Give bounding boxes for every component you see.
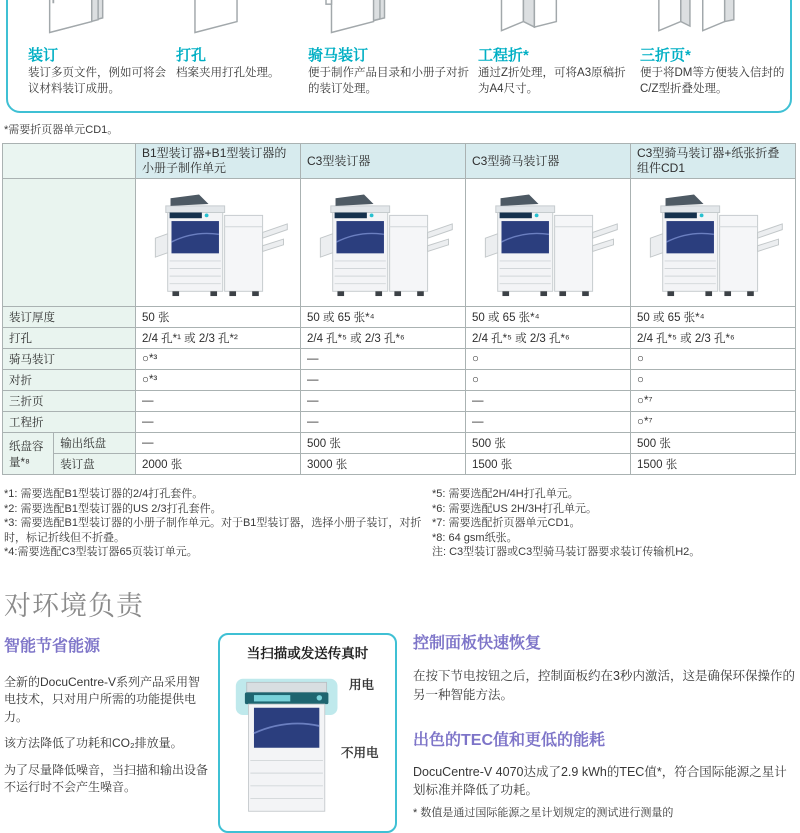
column-header: C3型装订器 [301, 144, 466, 179]
table-row-tray-output: 纸盘容量*⁸ 输出纸盘 — 500 张 500 张 500 张 [3, 433, 796, 454]
column-header: C3型骑马装订器 [466, 144, 631, 179]
finisher-comparison-table [2, 143, 796, 475]
header-empty-cell [3, 144, 136, 179]
row-label: 装订厚度 [3, 307, 136, 328]
column-header: C3型骑马装订器+纸张折叠组件CD1 [631, 144, 796, 179]
paragraph: 在按下节电按钮之后，控制面板约在3秒内激活，这是确保环保操作的另一种智能方法。 [413, 669, 795, 702]
paragraph: 为了尽量降低噪音，当扫描和输出设备不运行时不会产生噪音。 [4, 762, 209, 794]
printer-image-cell [631, 179, 796, 307]
footnote: *1: 需要选配B1型装订器的2/4打孔套件。 [4, 488, 204, 500]
panel-recovery-heading: 控制面板快速恢复 [413, 635, 542, 652]
tri-fold-icon [644, 0, 756, 38]
tec-heading: 出色的TEC值和更低的能耗 [413, 731, 606, 749]
copier-with-finisher-image [637, 185, 789, 297]
row-label: 输出纸盘 [54, 433, 136, 454]
panel-recovery-column [413, 630, 796, 822]
feature-name: 骑马装订 [308, 47, 369, 64]
tray-capacity-group-label: 纸盘容量*⁸ [3, 433, 54, 475]
feature-description: 便于制作产品目录和小册子对折的装订处理。 [308, 67, 469, 95]
row-label: 对折 [3, 370, 136, 391]
feature-description: 通过Z折处理，可将A3原稿折为A4尺寸。 [478, 67, 626, 95]
footnote: *2: 需要选配B1型装订器的US 2/3打孔套件。 [4, 502, 222, 515]
printer-image-cell [301, 179, 466, 307]
table-row: 骑马装订 ○*³ — ○ ○ [3, 349, 796, 370]
punched-sheet-icon [180, 0, 252, 38]
table-row: 对折 ○*³ — ○ ○ [3, 370, 796, 391]
row-label: 三折页 [3, 391, 136, 412]
copier-with-finisher-image [307, 185, 459, 297]
z-fold-icon [482, 0, 574, 38]
feature-description: 便于将DM等方便装入信封的C/Z型折叠处理。 [640, 67, 785, 95]
footnote: *7: 需要选配折页器单元CD1。 [432, 517, 581, 530]
table-row-tray-staple: 装订盘 2000 张 3000 张 1500 张 1500 张 [3, 454, 796, 475]
energy-usage-diagram [218, 633, 397, 833]
power-off-label: 不用电 [341, 746, 379, 760]
feature-description: 档案夹用打孔处理。 [176, 67, 280, 79]
row-label: 打孔 [3, 328, 136, 349]
footnotes-left [4, 487, 432, 560]
footnote: *8: 64 gsm纸张。 [432, 531, 518, 544]
footnotes-right [432, 487, 796, 560]
fold-unit-footnote: *需要折页器单元CD1。 [4, 124, 119, 136]
row-label: 装订盘 [54, 454, 136, 475]
staple-sheets-icon [32, 0, 124, 38]
copier-with-finisher-image [142, 185, 294, 297]
tec-footnote: * 数值是通过国际能源之星计划规定的测试进行测量的 [413, 807, 674, 819]
paragraph: 该方法降低了功耗和CO₂排放量。 [4, 736, 183, 751]
table-row: 装订厚度 50 张 50 或 65 张*⁴ 50 或 65 张*⁴ 50 或 65 张*⁴ [3, 307, 796, 328]
paragraph: 全新的DocuCentre-V系列产品采用智电技术，只对用户所需的功能提供电力。 [4, 675, 201, 724]
printer-image-cell [466, 179, 631, 307]
paragraph: DocuCentre-V 4070达成了2.9 kWh的TEC值*，符合国际能源之星计划标准并降低了功耗。 [413, 764, 787, 798]
column-header: B1型装订器+B1型装订器的小册子制作单元 [136, 144, 301, 179]
smart-energy-column [4, 633, 210, 805]
footnote: *5: 需要选配2H/4H打孔单元。 [432, 488, 579, 500]
table-row: 三折页 — — — ○*⁷ [3, 391, 796, 412]
table-row: 工程折 — — — ○*⁷ [3, 412, 796, 433]
feature-name: 工程折* [478, 47, 529, 64]
booklet-icon [312, 0, 404, 38]
table-footnotes [4, 487, 796, 560]
smart-energy-heading: 智能节省能源 [4, 638, 101, 655]
copier-front-view-image [234, 661, 352, 829]
footnote: *4:需要选配C3型装订器65页装订单元。 [4, 546, 198, 559]
footnote: *6: 需要选配US 2H/3H打孔单元。 [432, 502, 598, 515]
table-header-row [3, 144, 796, 179]
energy-box-title: 当扫描或发送传真时 [246, 646, 369, 661]
power-on-label: 用电 [349, 678, 375, 692]
feature-name: 三折页* [640, 47, 691, 64]
footnote: *3: 需要选配B1型装订器的小册子制作单元。对于B1型装订器，选择小册子装订，对折时，标记折线但不折叠。 [4, 517, 422, 544]
feature-name: 装订 [28, 47, 59, 64]
row-label: 骑马装订 [3, 349, 136, 370]
printer-image-row [3, 179, 796, 307]
copier-with-finisher-image [472, 185, 624, 297]
section-title: 对环境负责 [4, 591, 144, 621]
feature-name: 打孔 [176, 47, 207, 64]
printer-image-cell [136, 179, 301, 307]
footnote: 注: C3型装订器或C3型骑马装订器要求装订传输机H2。 [432, 546, 701, 559]
row-label: 工程折 [3, 412, 136, 433]
table-row: 打孔 2/4 孔*¹ 或 2/3 孔*² 2/4 孔*⁵ 或 2/3 孔*⁶ 2/4 孔*⁵ 或 2/3 孔*⁶ 2/4 孔*⁵ 或 2/3 孔*⁶ [3, 328, 796, 349]
feature-description: 装订多页文件，例如可将会议材料装订成册。 [28, 67, 166, 95]
